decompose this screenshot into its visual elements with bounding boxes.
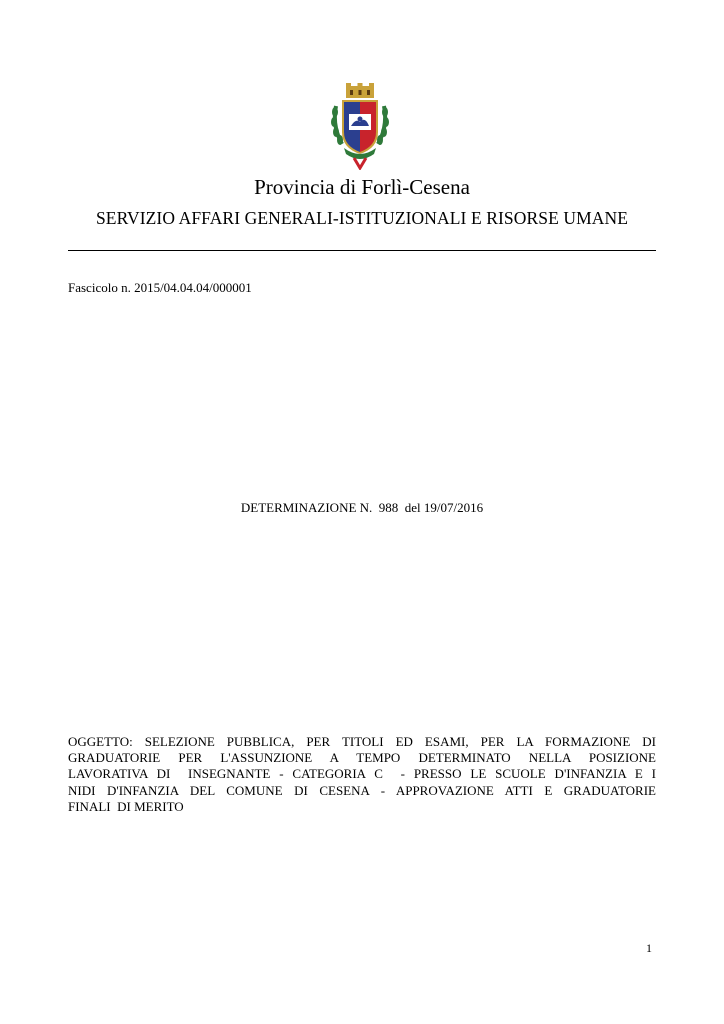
page-number: 1 <box>646 941 652 955</box>
file-reference: Fascicolo n. 2015/04.04.04/000001 <box>68 280 252 295</box>
subject-line: OGGETTO: SELEZIONE PUBBLICA, PER TITOLI ED ESAMI, PER LA FORMAZIONE DI <box>68 734 656 749</box>
determination-number: DETERMINAZIONE N. 988 del 19/07/2016 <box>240 500 484 515</box>
subject-line: LAVORATIVA DI INSEGNANTE - CATEGORIA C - PRESSO LE SCUOLE D'INFANZIA E I <box>68 766 656 782</box>
subject-line: FINALI DI MERITO <box>68 798 184 814</box>
institution-title: Provincia di Forlì-Cesena <box>254 175 470 199</box>
service-subtitle: SERVIZIO AFFARI GENERALI-ISTITUZIONALI E RISORSE UMANE <box>95 208 629 228</box>
subject-line: GRADUATORIE PER L'ASSUNZIONE A TEMPO DETERMINATO NELLA POSIZIONE <box>68 750 656 766</box>
subject-line: NIDI D'INFANZIA DEL COMUNE DI CESENA - APPROVAZIONE ATTI E GRADUATORIE <box>68 782 656 798</box>
header-divider <box>68 250 656 251</box>
subject-paragraph <box>68 734 656 815</box>
coat-of-arms-icon <box>328 82 392 170</box>
